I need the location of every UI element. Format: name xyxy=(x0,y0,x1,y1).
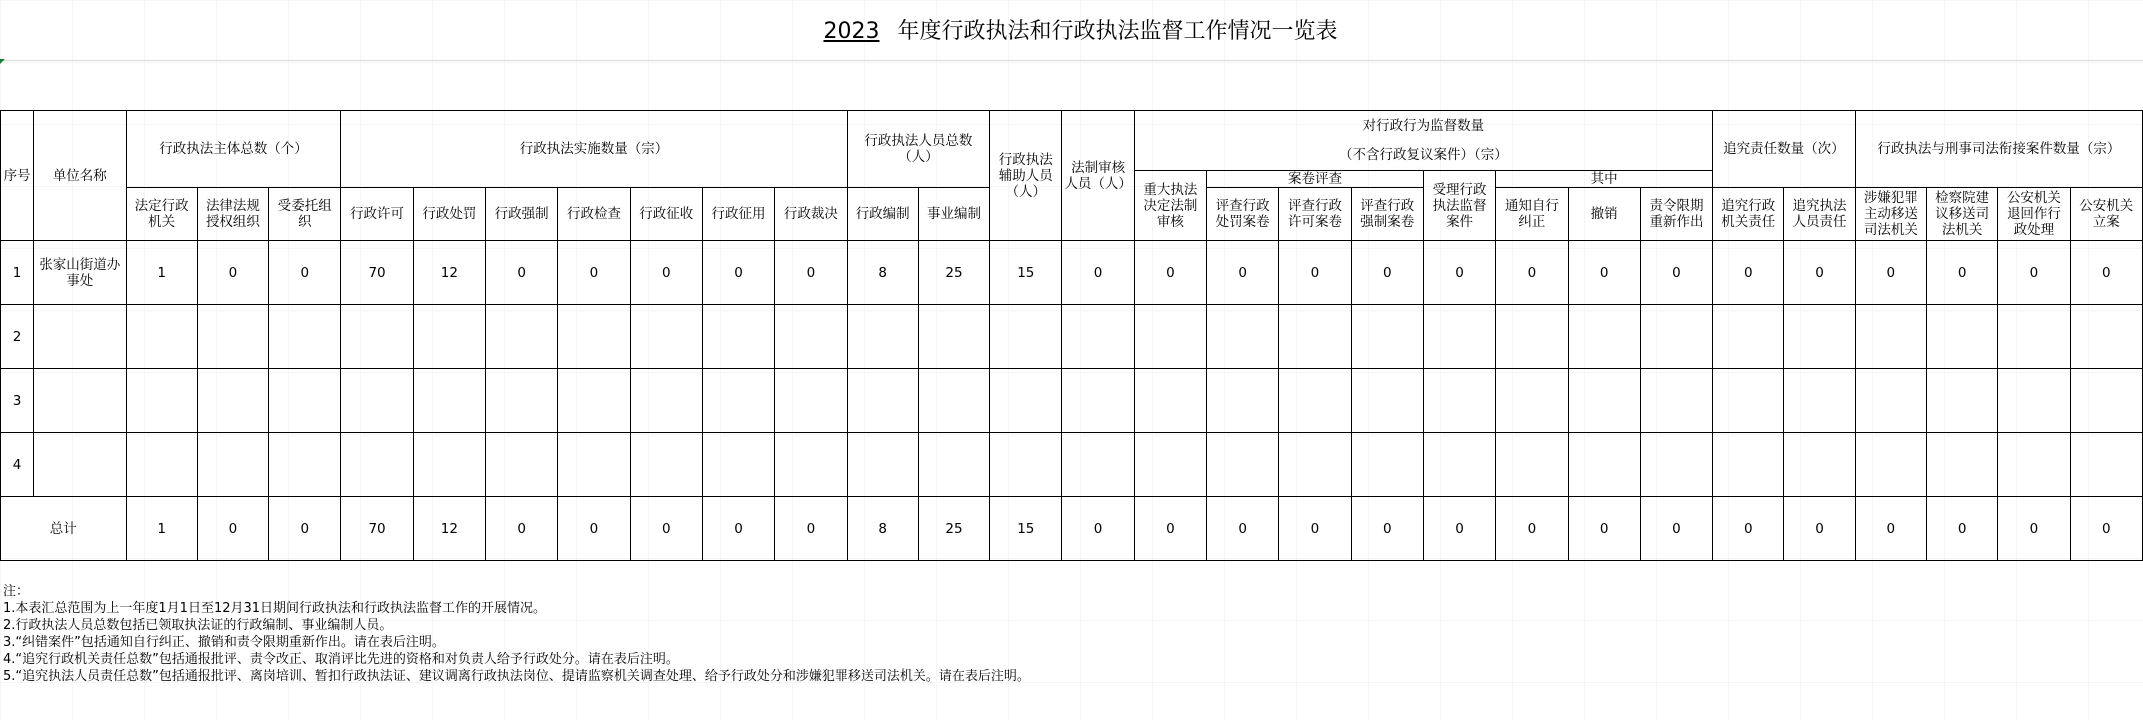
table-cell[interactable]: 25 xyxy=(918,241,989,305)
table-cell[interactable] xyxy=(558,305,630,369)
table-cell[interactable]: 0 xyxy=(1784,241,1855,305)
table-cell[interactable] xyxy=(413,305,485,369)
row-seq[interactable]: 1 xyxy=(1,241,34,305)
header-license: 行政许可 xyxy=(341,188,413,241)
table-cell[interactable]: 0 xyxy=(558,241,630,305)
table-cell[interactable] xyxy=(2070,433,2142,497)
header-staff-responsibility: 追究执法人员责任 xyxy=(1784,188,1855,241)
title-text: 年度行政执法和行政执法监督工作情况一览表 xyxy=(897,19,1338,44)
table-cell[interactable] xyxy=(2070,305,2142,369)
header-procuratorate-transfer: 检察院建议移送司法机关 xyxy=(1927,188,1998,241)
header-public-staff: 事业编制 xyxy=(918,188,989,241)
header-revoke: 撤销 xyxy=(1568,188,1640,241)
table-row xyxy=(1,433,2143,497)
footnote-line: 5.“追究执法人员责任总数”包括通报批评、离岗培训、暂扣行政执法证、建议调离行政执法岗位、提请监察机关调查处理、给予行政处分和涉嫌犯罪移送司法机关。请在表后注明。 xyxy=(3,669,1030,684)
header-supervision xyxy=(1134,111,1712,171)
footnote-line: 1.本表汇总范围为上一年度1月1日至12月31日期间行政执法和行政执法监督工作的开展情况。 xyxy=(3,601,547,616)
table-cell[interactable]: 0 xyxy=(1927,497,1998,561)
table-cell[interactable]: 0 xyxy=(1568,241,1640,305)
title-divider xyxy=(0,60,2143,61)
footnote-line: 3.“纠错案件”包括通知自行纠正、撤销和责令限期重新作出。请在表后注明。 xyxy=(3,635,445,650)
table-cell[interactable] xyxy=(1423,433,1495,497)
table-cell[interactable]: 0 xyxy=(702,241,774,305)
table-cell[interactable] xyxy=(1927,305,1998,369)
table-cell[interactable]: 0 xyxy=(1713,241,1784,305)
table-cell[interactable]: 0 xyxy=(1134,241,1206,305)
header-personnel-total: 行政执法人员总数（人） xyxy=(847,111,990,188)
header-accepted-cases: 受理行政执法监督案件 xyxy=(1423,171,1495,241)
header-agency-responsibility: 追究行政机关责任 xyxy=(1713,188,1784,241)
table-cell[interactable] xyxy=(413,369,485,433)
header-supervision-title: 对行政行为监督数量 xyxy=(1362,118,1485,134)
table-cell[interactable] xyxy=(197,433,268,497)
table-cell[interactable]: 0 xyxy=(1207,241,1279,305)
table-cell[interactable] xyxy=(1713,369,1784,433)
header-unit-name: 单位名称 xyxy=(34,111,126,241)
table-cell[interactable]: 1 xyxy=(126,241,197,305)
table-cell[interactable] xyxy=(1351,369,1423,433)
table-cell[interactable] xyxy=(918,305,989,369)
header-auxiliary-staff: 行政执法辅助人员（人） xyxy=(990,111,1062,241)
table-cell[interactable]: 0 xyxy=(197,497,268,561)
table-cell[interactable] xyxy=(197,305,268,369)
table-cell[interactable] xyxy=(1062,433,1134,497)
header-crime-transfer: 涉嫌犯罪主动移送司法机关 xyxy=(1855,188,1926,241)
header-police-return: 公安机关退回作行政处理 xyxy=(1998,188,2070,241)
table-cell[interactable] xyxy=(341,433,413,497)
table-cell[interactable] xyxy=(1998,305,2070,369)
header-criminal-link: 行政执法与刑事司法衔接案件数量（宗） xyxy=(1855,111,2142,188)
table-cell[interactable] xyxy=(918,433,989,497)
table-cell[interactable] xyxy=(1351,433,1423,497)
table-cell[interactable] xyxy=(775,305,847,369)
header-coercion: 行政强制 xyxy=(486,188,558,241)
table-cell[interactable] xyxy=(1998,369,2070,433)
header-major-decision-review: 重大执法决定法制审核 xyxy=(1134,171,1206,241)
table-cell[interactable] xyxy=(1855,433,1926,497)
table-cell[interactable] xyxy=(558,369,630,433)
table-cell[interactable]: 70 xyxy=(341,497,413,561)
table-cell[interactable] xyxy=(1279,369,1351,433)
table-cell[interactable] xyxy=(1927,369,1998,433)
table-cell[interactable] xyxy=(2070,369,2142,433)
footnotes xyxy=(3,583,1030,685)
header-legal-review-staff: 法制审核人员（人） xyxy=(1062,111,1134,241)
table-cell[interactable] xyxy=(1207,369,1279,433)
table-cell[interactable]: 15 xyxy=(990,241,1062,305)
table-cell[interactable]: 0 xyxy=(775,241,847,305)
cell-comment-marker xyxy=(0,59,5,64)
table-cell[interactable] xyxy=(558,433,630,497)
header-license-case-review: 评查行政许可案卷 xyxy=(1279,188,1351,241)
header-police-filed: 公安机关立案 xyxy=(2070,188,2142,241)
table-cell[interactable]: 0 xyxy=(1279,241,1351,305)
row-unit-name[interactable]: 张家山街道办事处 xyxy=(34,241,126,305)
table-cell[interactable]: 0 xyxy=(486,241,558,305)
table-cell[interactable]: 0 xyxy=(1279,497,1351,561)
header-adjudication: 行政裁决 xyxy=(775,188,847,241)
table-cell[interactable] xyxy=(990,369,1062,433)
table-cell[interactable] xyxy=(1279,305,1351,369)
table-cell[interactable]: 0 xyxy=(1423,497,1495,561)
header-implementation-count: 行政执法实施数量（宗） xyxy=(341,111,847,188)
table-cell[interactable] xyxy=(413,433,485,497)
table-cell[interactable] xyxy=(847,433,918,497)
table-cell[interactable]: 25 xyxy=(918,497,989,561)
table-cell[interactable] xyxy=(990,305,1062,369)
table-cell[interactable] xyxy=(630,433,702,497)
table-cell[interactable]: 0 xyxy=(1207,497,1279,561)
table-cell[interactable] xyxy=(1784,433,1855,497)
table-cell[interactable]: 0 xyxy=(558,497,630,561)
table-cell[interactable]: 0 xyxy=(1640,497,1712,561)
table-cell[interactable] xyxy=(269,433,341,497)
table-cell[interactable]: 0 xyxy=(2070,497,2142,561)
header-subject-total: 行政执法主体总数（个） xyxy=(126,111,341,188)
table-cell[interactable] xyxy=(847,369,918,433)
table-cell[interactable]: 70 xyxy=(341,241,413,305)
table-cell[interactable] xyxy=(486,305,558,369)
table-cell[interactable] xyxy=(702,369,774,433)
table-cell[interactable] xyxy=(341,305,413,369)
table-cell[interactable] xyxy=(269,369,341,433)
header-accountability: 追究责任数量（次） xyxy=(1713,111,1856,188)
table-body xyxy=(1,241,2143,561)
table-cell[interactable]: 0 xyxy=(1713,497,1784,561)
table-cell[interactable]: 0 xyxy=(1640,241,1712,305)
table-cell[interactable]: 0 xyxy=(1998,241,2070,305)
row-unit-name[interactable] xyxy=(34,305,126,369)
table-cell[interactable]: 0 xyxy=(702,497,774,561)
table-cell[interactable] xyxy=(126,433,197,497)
table-cell[interactable]: 0 xyxy=(630,241,702,305)
table-cell[interactable]: 0 xyxy=(1998,497,2070,561)
table-cell[interactable] xyxy=(1998,433,2070,497)
table-cell[interactable]: 8 xyxy=(847,241,918,305)
footnote-line: 2.行政执法人员总数包括已领取执法证的行政编制、事业编制人员。 xyxy=(3,618,393,633)
table-cell[interactable] xyxy=(1855,305,1926,369)
table-cell[interactable] xyxy=(1062,369,1134,433)
table-cell[interactable]: 0 xyxy=(630,497,702,561)
table-cell[interactable]: 0 xyxy=(1351,241,1423,305)
table-cell[interactable] xyxy=(1496,305,1568,369)
table-cell[interactable]: 0 xyxy=(197,241,268,305)
table-cell[interactable]: 0 xyxy=(1568,497,1640,561)
table-cell[interactable]: 15 xyxy=(990,497,1062,561)
table-cell[interactable] xyxy=(630,369,702,433)
header-notify-correct: 通知自行纠正 xyxy=(1496,188,1568,241)
header-admin-staff: 行政编制 xyxy=(847,188,918,241)
table-cell[interactable]: 0 xyxy=(2070,241,2142,305)
table-cell[interactable] xyxy=(775,369,847,433)
page-title xyxy=(0,14,2143,45)
table-cell[interactable]: 0 xyxy=(1496,497,1568,561)
table-cell[interactable] xyxy=(1568,305,1640,369)
table-cell[interactable] xyxy=(197,369,268,433)
header-order-redo: 责令限期重新作出 xyxy=(1640,188,1712,241)
header-expropriation: 行政征用 xyxy=(702,188,774,241)
table-cell[interactable]: 0 xyxy=(1351,497,1423,561)
total-label[interactable]: 总计 xyxy=(1,497,127,561)
table-cell[interactable] xyxy=(1713,433,1784,497)
header-among: 其中 xyxy=(1496,171,1713,188)
table-cell[interactable] xyxy=(990,433,1062,497)
header-levy: 行政征收 xyxy=(630,188,702,241)
header-case-review: 案卷评查 xyxy=(1207,171,1424,188)
table-cell[interactable] xyxy=(1279,433,1351,497)
table-cell[interactable] xyxy=(1640,305,1712,369)
table-cell[interactable] xyxy=(1496,433,1568,497)
table-cell[interactable] xyxy=(1134,305,1206,369)
table-row xyxy=(1,305,2143,369)
table-cell[interactable]: 0 xyxy=(269,497,341,561)
table-cell[interactable] xyxy=(486,433,558,497)
table-cell[interactable] xyxy=(1784,369,1855,433)
table-cell[interactable]: 0 xyxy=(269,241,341,305)
header-coercion-case-review: 评查行政强制案卷 xyxy=(1351,188,1423,241)
table-cell[interactable] xyxy=(1351,305,1423,369)
row-seq[interactable]: 2 xyxy=(1,305,34,369)
table-cell[interactable] xyxy=(486,369,558,433)
table-cell[interactable] xyxy=(1640,369,1712,433)
table-cell[interactable] xyxy=(126,305,197,369)
row-unit-name[interactable] xyxy=(34,433,126,497)
table-row xyxy=(1,369,2143,433)
table-cell[interactable]: 0 xyxy=(1423,241,1495,305)
table-cell[interactable]: 0 xyxy=(1062,497,1134,561)
table-cell[interactable] xyxy=(702,305,774,369)
table-cell[interactable] xyxy=(1423,305,1495,369)
table-cell[interactable] xyxy=(1423,369,1495,433)
table-cell[interactable]: 0 xyxy=(486,497,558,561)
table-cell[interactable]: 0 xyxy=(1134,497,1206,561)
table-cell[interactable]: 0 xyxy=(1855,497,1926,561)
table-cell[interactable]: 12 xyxy=(413,241,485,305)
report-table xyxy=(0,110,2143,561)
table-cell[interactable] xyxy=(1207,433,1279,497)
table-cell[interactable] xyxy=(1713,305,1784,369)
table-cell[interactable] xyxy=(1062,305,1134,369)
header-supervision-subtitle: （不含行政复议案件）（宗） xyxy=(1339,147,1508,163)
table-cell[interactable]: 0 xyxy=(1855,241,1926,305)
table-cell[interactable] xyxy=(1496,369,1568,433)
title-year: 2023 xyxy=(823,19,880,44)
table-cell[interactable] xyxy=(1134,433,1206,497)
table-cell[interactable] xyxy=(1134,369,1206,433)
table-cell[interactable]: 12 xyxy=(413,497,485,561)
table-cell[interactable] xyxy=(269,305,341,369)
table-cell[interactable]: 0 xyxy=(775,497,847,561)
table-cell[interactable] xyxy=(1640,433,1712,497)
table-cell[interactable] xyxy=(1855,369,1926,433)
table-cell[interactable] xyxy=(630,305,702,369)
row-unit-name[interactable] xyxy=(34,369,126,433)
table-cell[interactable] xyxy=(1784,305,1855,369)
table-cell[interactable]: 0 xyxy=(1062,241,1134,305)
table-cell[interactable] xyxy=(341,369,413,433)
table-cell[interactable]: 8 xyxy=(847,497,918,561)
table-cell[interactable] xyxy=(1568,369,1640,433)
header-legal-agency: 法定行政机关 xyxy=(126,188,197,241)
table-cell[interactable] xyxy=(1927,433,1998,497)
table-cell[interactable] xyxy=(126,369,197,433)
header-penalty: 行政处罚 xyxy=(413,188,485,241)
table-cell[interactable] xyxy=(1568,433,1640,497)
header-seq: 序号 xyxy=(1,111,34,241)
footnote-line: 注： xyxy=(3,584,30,599)
total-row xyxy=(1,497,2143,561)
table-cell[interactable] xyxy=(1207,305,1279,369)
table-cell[interactable] xyxy=(847,305,918,369)
row-seq[interactable]: 3 xyxy=(1,369,34,433)
table-cell[interactable]: 0 xyxy=(1784,497,1855,561)
header-inspection: 行政检查 xyxy=(558,188,630,241)
header-penalty-case-review: 评查行政处罚案卷 xyxy=(1207,188,1279,241)
table-cell[interactable]: 1 xyxy=(126,497,197,561)
table-cell[interactable]: 0 xyxy=(1496,241,1568,305)
footnote-line: 4.“追究行政机关责任总数”包括通报批评、责令改正、取消评比先进的资格和对负责人给予行政处分。请在表后注明。 xyxy=(3,652,679,667)
header-authorized-org: 法律法规授权组织 xyxy=(197,188,268,241)
table-row xyxy=(1,241,2143,305)
row-seq[interactable]: 4 xyxy=(1,433,34,497)
table-cell[interactable] xyxy=(775,433,847,497)
table-cell[interactable] xyxy=(918,369,989,433)
table-cell[interactable]: 0 xyxy=(1927,241,1998,305)
table-cell[interactable] xyxy=(702,433,774,497)
header-entrusted-org: 受委托组织 xyxy=(269,188,341,241)
